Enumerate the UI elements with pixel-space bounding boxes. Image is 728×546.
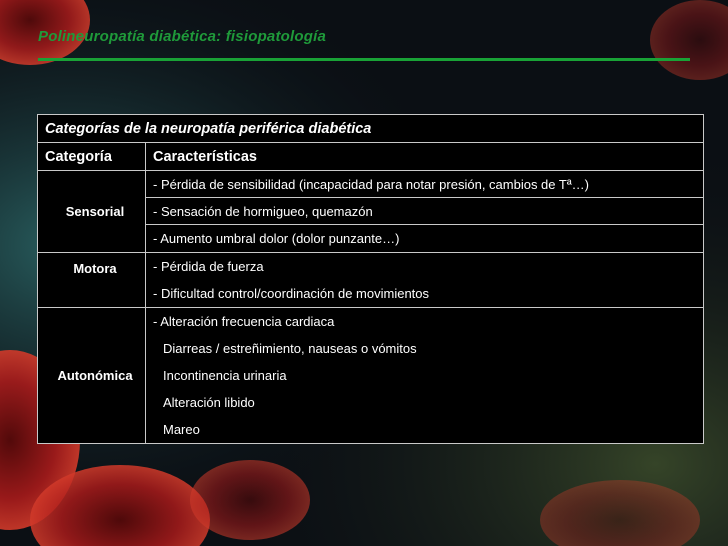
feature-line: - Aumento umbral dolor (dolor punzante…)	[153, 231, 400, 246]
feature-line: - Pérdida de fuerza	[153, 259, 264, 274]
title-underline	[38, 58, 690, 61]
feature-line: Alteración libido	[163, 395, 255, 410]
category-cell: Motora	[38, 253, 146, 308]
table-caption-row	[38, 115, 704, 143]
feature-line: Incontinencia urinaria	[163, 368, 287, 383]
feature-line: - Dificultad control/coordinación de movimientos	[153, 286, 430, 301]
header-category: Categoría	[38, 143, 146, 171]
features-cell	[146, 253, 704, 308]
features-cell	[146, 171, 704, 253]
feature-line: Mareo	[163, 422, 200, 437]
neuropathy-categories-table	[37, 114, 704, 444]
table-caption: Categorías de la neuropatía periférica diabética	[38, 115, 704, 143]
feature-line: Diarreas / estreñimiento, nauseas o vómitos	[163, 341, 417, 356]
table-header-row	[38, 143, 704, 171]
features-cell	[146, 308, 704, 444]
neuropathy-table-container	[37, 114, 703, 444]
slide-title: Polineuropatía diabética: fisiopatología	[38, 28, 327, 45]
header-features: Características	[146, 143, 704, 171]
red-cell-bottom-mid	[190, 460, 310, 540]
table-row-sensorial	[38, 171, 704, 253]
feature-line: - Alteración frecuencia cardiaca	[153, 314, 335, 329]
feature-line: - Pérdida de sensibilidad (incapacidad para notar presión, cambios de Tª…)	[153, 171, 703, 198]
category-cell: Autonómica	[38, 308, 146, 444]
table-row-motora	[38, 253, 704, 308]
feature-line: - Sensación de hormigueo, quemazón	[153, 198, 703, 225]
category-cell: Sensorial	[38, 171, 146, 253]
table-row-autonomica	[38, 308, 704, 444]
